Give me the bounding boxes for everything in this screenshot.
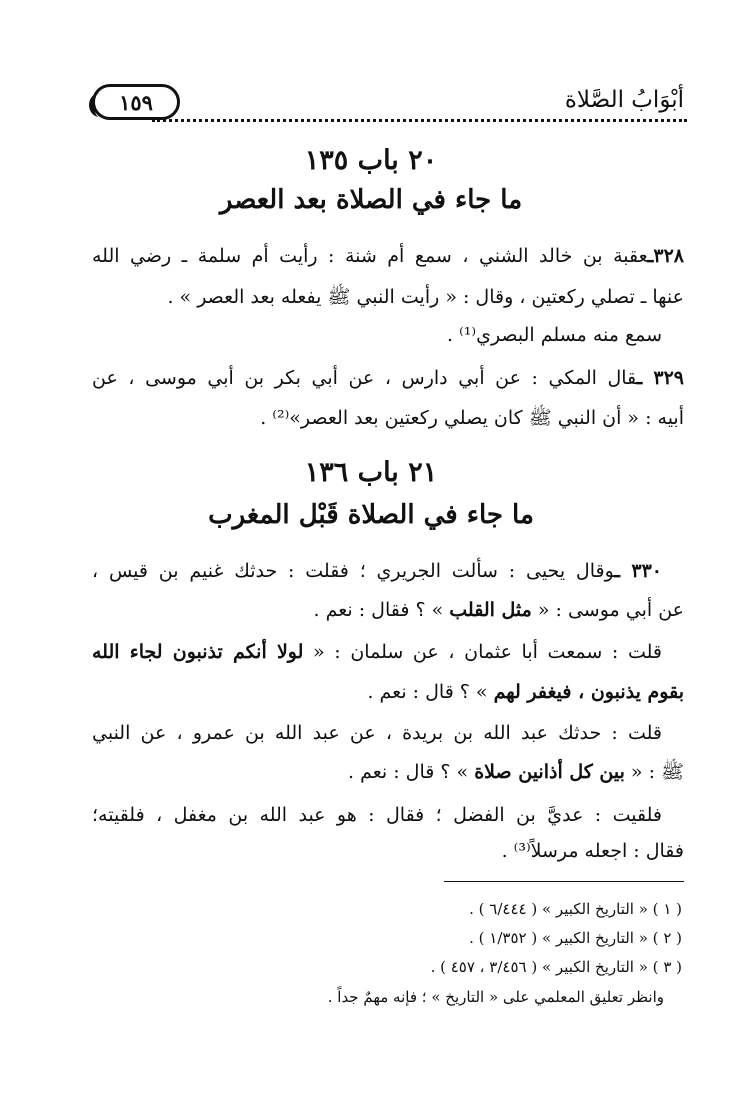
footnote: ( ٢ ) « التاريخ الكبير » ( ١/٣٥٢ ) . xyxy=(469,929,682,947)
entry-number: ٣٢٨ـ xyxy=(647,245,684,267)
page-number-badge xyxy=(92,84,180,120)
chapter-heading: ٢١ باب ١٣٦ xyxy=(304,457,438,488)
entry-text: قال المكي : عن أبي دارس ، عن أبي بكر بن أبي موسى ، عن xyxy=(92,367,637,389)
entry-text: عقبة بن خالد الشني ، سمع أم شنة : رأيت أم سلمة ـ رضي الله xyxy=(92,245,648,267)
chapter-heading: ٢٠ باب ١٣٥ xyxy=(304,145,438,176)
hadith-quote: بين كل أذانين صلاة xyxy=(474,761,625,783)
hadith-quote: بقوم يذنبون ، فيغفر لهم xyxy=(493,681,684,703)
text-span: » ؟ قال : نعم . xyxy=(348,761,475,783)
chapter-title: ما جاء في الصلاة قَبْل المغرب xyxy=(208,500,534,530)
footnote: وانظر تعليق المعلمي على « التاريخ » ؛ فإنه مهمٌ جداً . xyxy=(327,988,664,1006)
text-line: عنها ـ تصلي ركعتين ، وقال : « رأيت النبي ﷺ يفعله بعد العصر » . xyxy=(167,286,684,308)
text-line xyxy=(92,756,684,788)
entry-text: وقال يحيى : سألت الجريري ؛ فقلت : حدثك غنيم بن قيس ، xyxy=(92,560,615,582)
entry-number: ٣٢٩ ـ xyxy=(636,367,684,389)
text-span: قلت : سمعت أبا عثمان ، عن سلمان : « xyxy=(303,641,662,663)
text-line xyxy=(92,636,662,668)
text-line: أبيه : « أن النبي ﷺ كان يصلي ركعتين بعد العصر»⁽²⁾ . xyxy=(260,407,684,429)
header-dotted-rule xyxy=(152,119,687,122)
text-span: عن أبي موسى : « xyxy=(531,599,684,621)
footnote: ( ١ ) « التاريخ الكبير » ( ٦/٤٤٤ ) . xyxy=(469,900,682,918)
entry-number: ٣٣٠ ـ xyxy=(614,560,662,582)
text-line: سمع منه مسلم البصري⁽¹⁾ . xyxy=(447,324,662,346)
running-title: أبْوَابُ الصَّلاة xyxy=(564,87,684,113)
page-number: ١٥٩ xyxy=(119,89,153,115)
text-line xyxy=(92,555,662,587)
text-line xyxy=(92,362,684,394)
hadith-quote: لولا أنكم تذنبون لجاء الله xyxy=(92,641,304,663)
text-span: » ؟ فقال : نعم . xyxy=(313,599,450,621)
text-line: فقال : اجعله مرسلاً⁽³⁾ . xyxy=(501,840,684,862)
text-line: فلقيت : عديَّ بن الفضل ؛ فقال : هو عبد الله بن مغفل ، فلقيته؛ xyxy=(92,804,662,826)
text-span: » ؟ قال : نعم . xyxy=(367,681,494,703)
text-span: ﷺ : « xyxy=(624,761,684,783)
chapter-title: ما جاء في الصلاة بعد العصر xyxy=(219,185,523,215)
text-line xyxy=(92,676,684,708)
footnote: ( ٣ ) « التاريخ الكبير » ( ٣/٤٥٦ ، ٤٥٧ ) . xyxy=(430,958,682,976)
text-line: قلت : حدثك عبد الله بن بريدة ، عن عبد الله بن عمرو ، عن النبي xyxy=(92,722,662,744)
text-line xyxy=(92,240,684,272)
hadith-quote: مثل القلب xyxy=(449,599,532,621)
text-line xyxy=(92,594,684,626)
footnote-rule xyxy=(444,881,684,882)
